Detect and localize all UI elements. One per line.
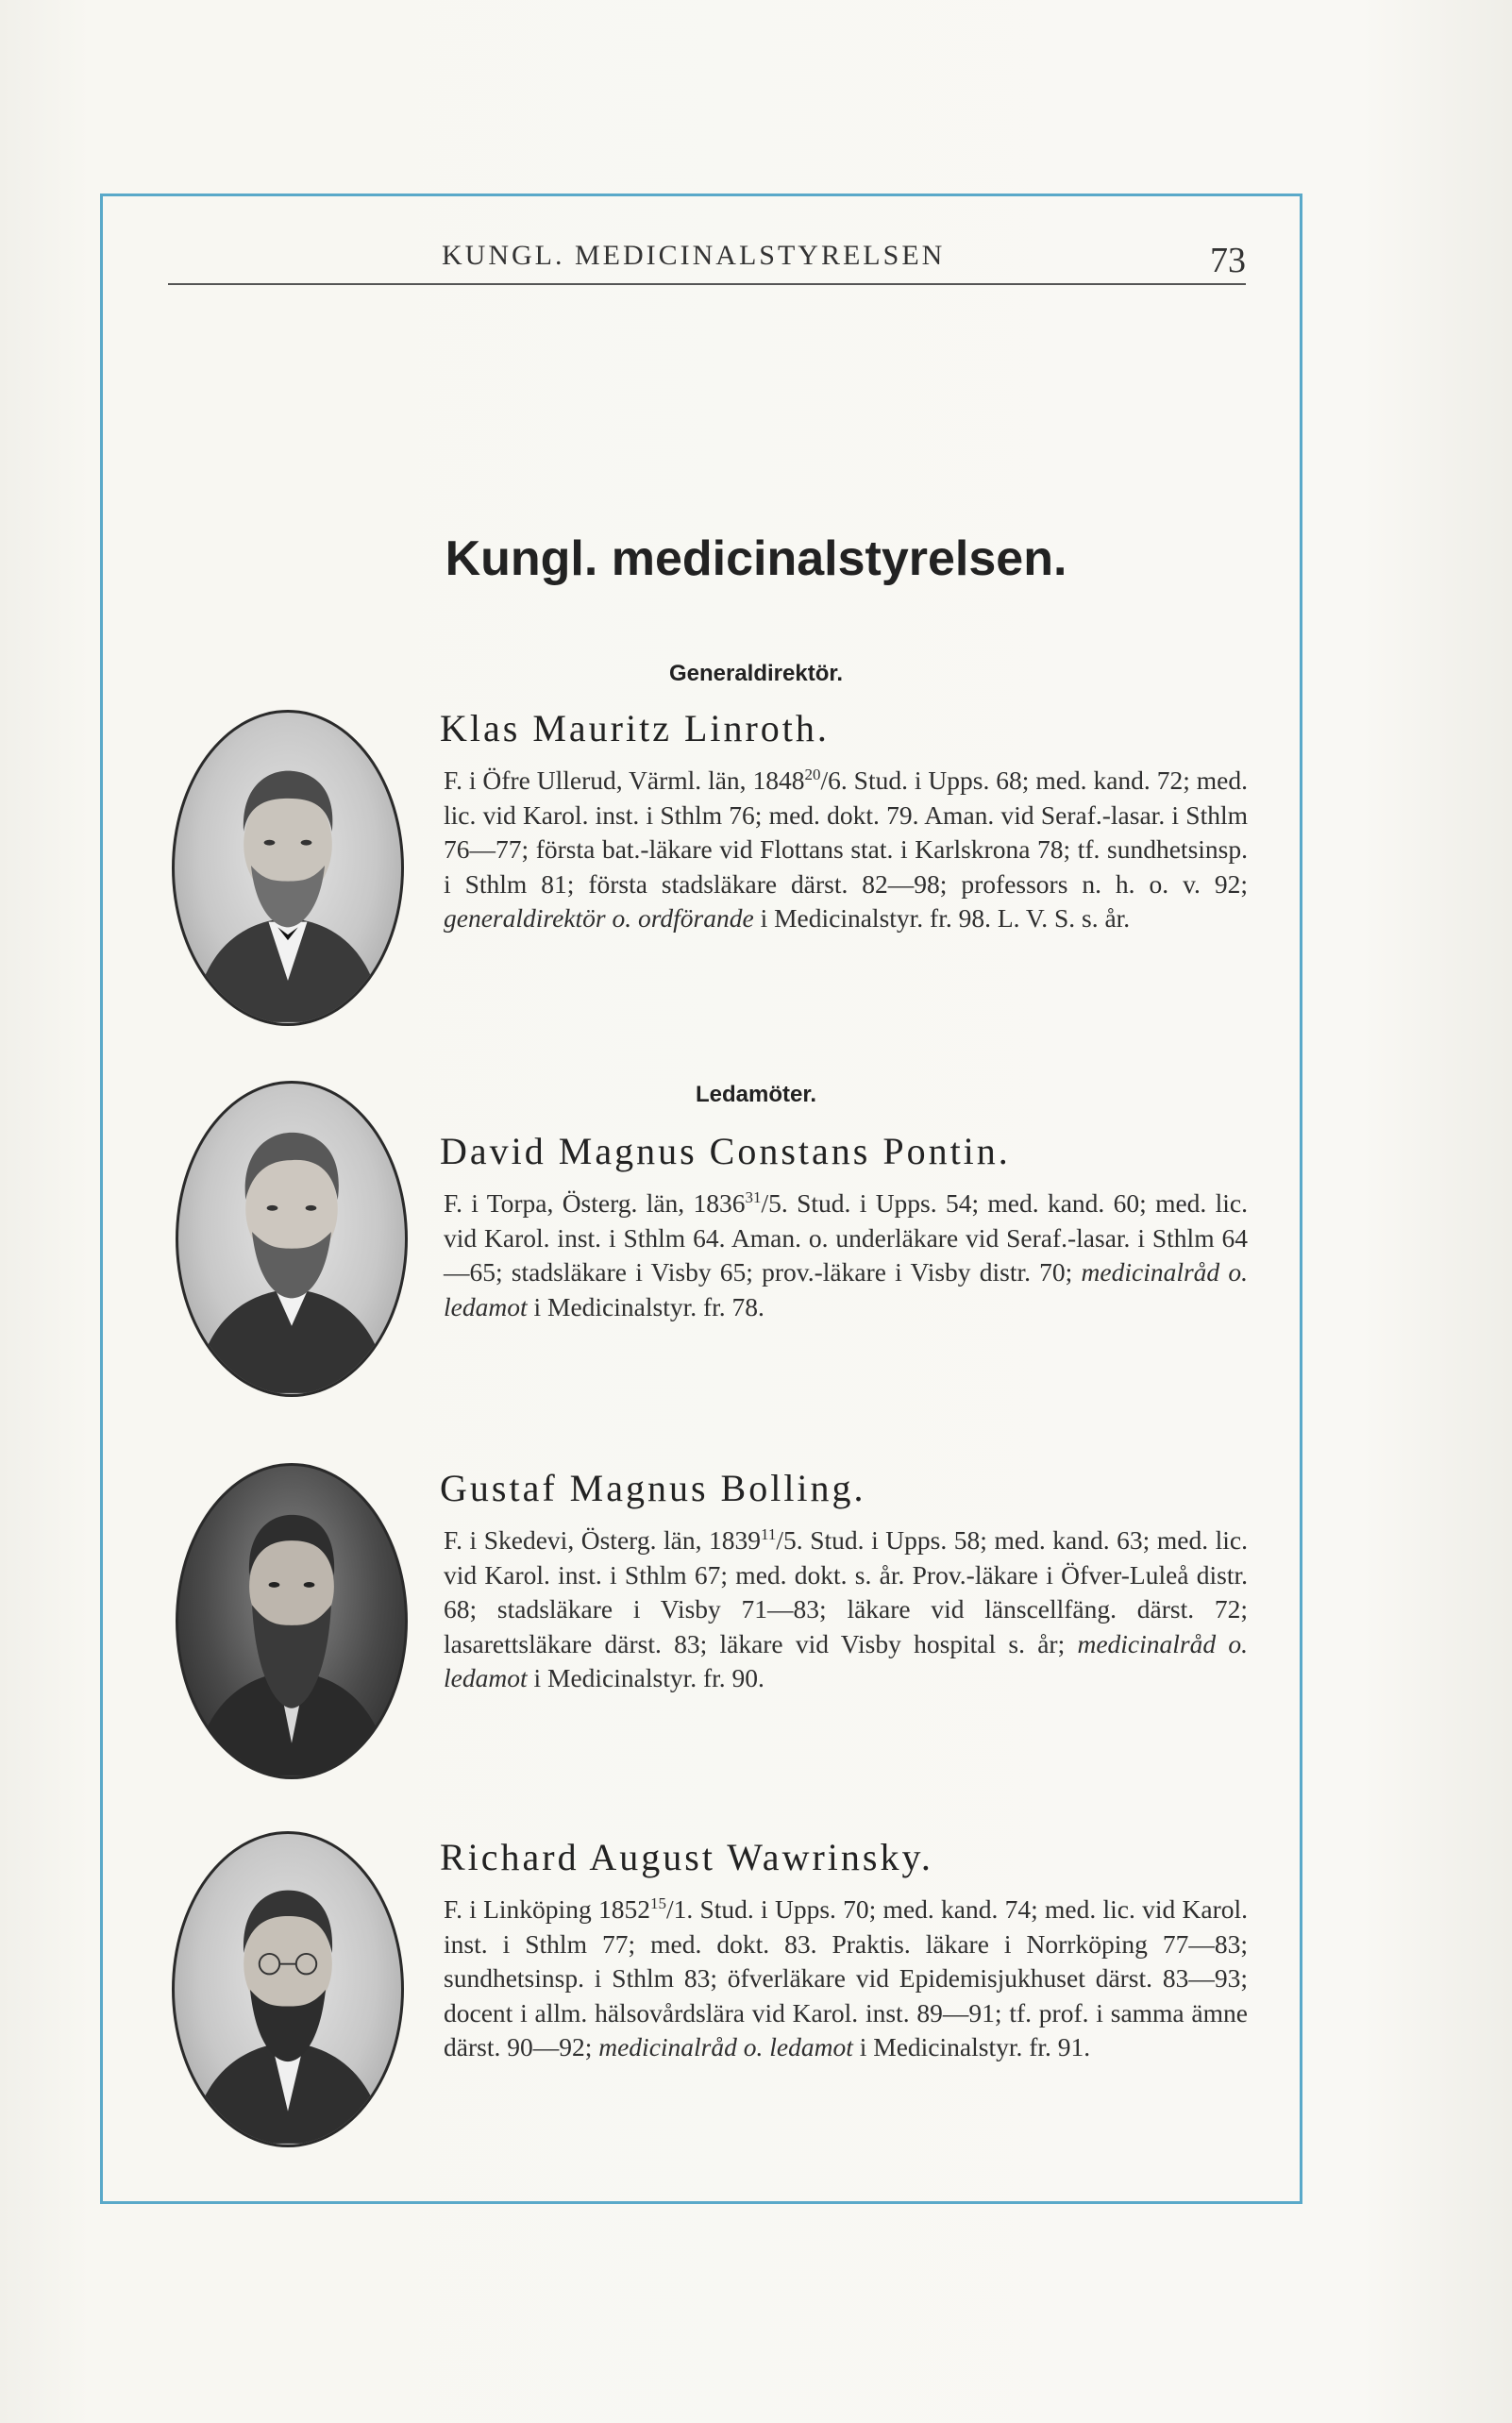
bio-text: i Medicinalstyr. fr. 78. [527, 1291, 764, 1321]
person-name: David Magnus Constans Pontin. [440, 1130, 1011, 1172]
portrait-linroth-illustration [175, 713, 401, 1023]
person-biography [440, 1523, 1248, 1696]
section-heading-director: Generaldirektör. [668, 661, 844, 686]
entry-pontin [440, 1129, 1248, 1324]
section-heading-members: Ledamöter. [695, 1082, 817, 1107]
portrait-wawrinsky [172, 1831, 404, 2147]
bio-role: medicinalråd o. ledamot [598, 2032, 853, 2061]
bio-text: i Medicinalstyr. fr. 91. [852, 2032, 1091, 2061]
portrait-linroth [172, 710, 404, 1026]
birth-day: 11 [761, 1524, 777, 1543]
bio-role: medicinalråd o. ledamot [444, 1628, 1248, 1692]
bio-text: i Medicinalstyr. fr. 90. [527, 1663, 764, 1692]
bio-text: /6. Stud. i Upps. 68; med. kand. 72; med. lic. vid Karol. inst. i Sthlm 76; med. dokt. 79. Aman. vid Seraf.-lasar. i Sthlm 76—77; första bat.-läkare vid Flottans stat. i Karlskrona 78; tf. sundhetsinsp. i Sthlm 81; första stadsläkare därst. 82—98; professors n. h. o. v. 92; [444, 766, 1248, 899]
bio-role: medicinalråd o. ledamot [444, 1257, 1248, 1321]
birth-day: 15 [649, 1893, 666, 1912]
birth-day: 31 [745, 1187, 762, 1206]
person-biography [440, 1186, 1248, 1324]
person-name: Gustaf Magnus Bolling. [440, 1467, 866, 1509]
bio-text: F. i Öfre Ullerud, Värml. län, 1848 [444, 766, 805, 795]
bio-text: F. i Linköping 1852 [444, 1894, 650, 1924]
bio-text: /5. Stud. i Upps. 58; med. kand. 63; med. lic. vid Karol. inst. i Sthlm 67; med. dokt. s. år. Prov.-läkare i Öfver-Luleå distr. 68; stadsläkare i Visby 71—83; läkare vid länscellfäng. därst. 72; lasarettsläkare därst. 83; läkare vid Visby hospital s. år; [444, 1525, 1248, 1658]
bio-text: F. i Skedevi, Österg. län, 1839 [444, 1525, 762, 1555]
person-biography [440, 764, 1248, 936]
bio-text: F. i Torpa, Österg. län, 1836 [444, 1188, 746, 1218]
running-header [168, 234, 1246, 285]
page-number: 73 [1210, 241, 1246, 280]
portrait-pontin [176, 1081, 408, 1397]
bio-role: generaldirektör o. ordförande [444, 903, 754, 933]
person-name: Klas Mauritz Linroth. [440, 707, 830, 749]
portrait-bolling-illustration [178, 1466, 405, 1776]
bio-text: i Medicinalstyr. fr. 98. L. V. S. s. år. [753, 903, 1131, 933]
bio-text: /1. Stud. i Upps. 70; med. kand. 74; med. lic. vid Karol. inst. i Sthlm 77; med. dokt. 83. Praktis. läkare i Norrköping 77—83; sundhetsinsp. i Sthlm 83; öfverläkare vid Epidemisjukhuset därst. 83—93; docent i allm. hälsovårdslära vid Karol. inst. 89—91; tf. prof. i samma ämne därst. 90—92; [444, 1894, 1249, 2061]
entry-wawrinsky [440, 1835, 1248, 2065]
birth-day: 20 [804, 765, 821, 783]
entry-linroth [440, 706, 1248, 936]
portrait-pontin-illustration [178, 1084, 405, 1394]
person-name: Richard August Wawrinsky. [440, 1836, 933, 1878]
running-title: KUNGL. MEDICINALSTYRELSEN [442, 240, 946, 271]
entry-bolling [440, 1466, 1248, 1696]
bio-text: /5. Stud. i Upps. 54; med. kand. 60; med. lic. vid Karol. inst. i Sthlm 64. Aman. o. underläkare vid Seraf.-lasar. i Sthlm 64—65; stadsläkare i Visby 65; prov.-läkare i Visby distr. 70; [444, 1188, 1248, 1287]
person-biography [440, 1893, 1248, 2065]
portrait-wawrinsky-illustration [175, 1834, 401, 2145]
page-title: Kungl. medicinalstyrelsen. [445, 531, 1067, 586]
portrait-bolling [176, 1463, 408, 1779]
